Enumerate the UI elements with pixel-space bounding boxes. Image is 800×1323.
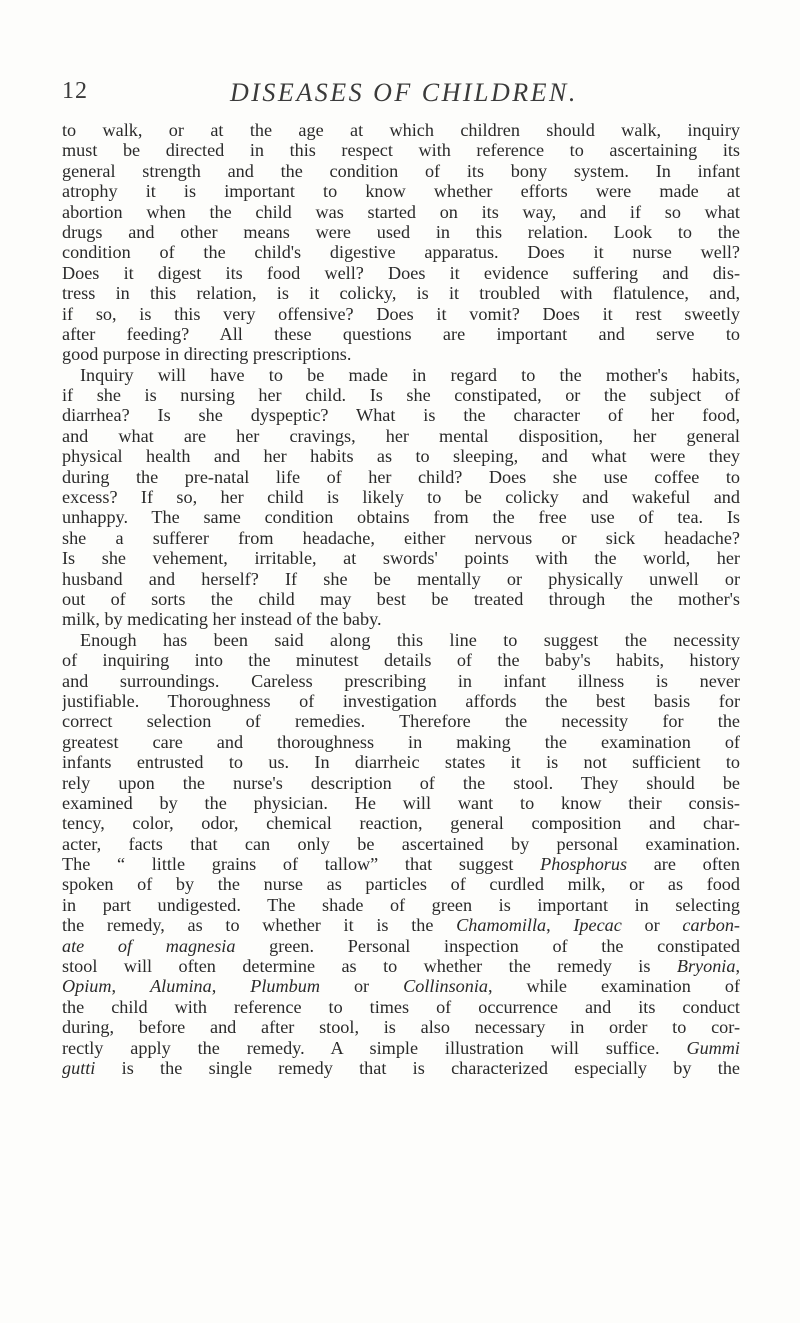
remedy-name: carbon- <box>682 915 740 936</box>
text-line: excess? If so, her child is likely to be colicky and wakeful and <box>62 487 740 508</box>
text-segment: , <box>211 976 251 997</box>
remedy-name: Phosphorus <box>540 854 628 875</box>
text-segment: or <box>319 976 404 997</box>
page-number: 12 <box>62 78 88 104</box>
text-segment: , <box>111 976 151 997</box>
text-line: Enough has been said along this line to suggest the necessity <box>80 629 740 650</box>
text-segment: green. Personal inspection of the constipated <box>235 935 740 956</box>
text-line: atrophy it is important to know whether efforts were made at <box>62 181 740 202</box>
text-line: must be directed in this respect with reference to ascertaining its <box>62 140 740 161</box>
text-line <box>62 1058 740 1078</box>
text-line: and what are her cravings, her mental disposition, her general <box>62 425 740 446</box>
text-line: Is she vehement, irritable, at swords' points with the world, her <box>62 548 740 569</box>
text-line <box>62 936 740 956</box>
text-line: and surroundings. Careless prescribing in infant illness is never <box>62 670 740 691</box>
text-segment: is the single remedy that is characterized especially by the <box>95 1057 740 1078</box>
text-line: condition of the child's digestive apparatus. Does it nurse well? <box>62 242 740 263</box>
text-line <box>62 976 740 996</box>
text-line: infants entrusted to us. In diarrheic states it is not sufficient to <box>62 752 740 773</box>
text-line: Inquiry will have to be made in regard to the mother's habits, <box>80 364 740 385</box>
text-line: during the pre-natal life of her child? Does she use coffee to <box>62 466 740 487</box>
text-line: good purpose in directing prescriptions. <box>62 344 352 365</box>
remedy-name: Opium <box>62 976 112 997</box>
text-line: spoken of by the nurse as particles of curdled milk, or as food <box>62 874 740 895</box>
text-segment: , <box>546 915 574 936</box>
text-line <box>62 854 740 874</box>
text-line: if so, is this very offensive? Does it vomit? Does it rest sweetly <box>62 303 740 324</box>
text-segment: The “ little grains of tallow” that suggest <box>62 854 541 875</box>
text-line: physical health and her habits as to sleeping, and what were they <box>62 446 740 467</box>
remedy-name: Alumina <box>150 976 212 997</box>
remedy-name: ate of magnesia <box>62 935 236 956</box>
text-line: greatest care and thoroughness in making the examination of <box>62 731 740 752</box>
text-segment: the remedy, as to whether it is the <box>62 915 457 936</box>
remedy-name: Ipecac <box>573 915 622 936</box>
text-line: during, before and after stool, is also necessary in order to cor- <box>62 1017 740 1038</box>
text-segment: are often <box>627 854 740 875</box>
remedy-name: Plumbum <box>250 976 320 997</box>
text-line: the child with reference to times of occurrence and its conduct <box>62 996 740 1017</box>
text-line: in part undigested. The shade of green is important in selecting <box>62 894 740 915</box>
text-segment: stool will often determine as to whether the remedy is <box>62 956 677 977</box>
text-line: diarrhea? Is she dyspeptic? What is the character of her food, <box>62 405 740 426</box>
text-line: rely upon the nurse's description of the stool. They should be <box>62 772 740 793</box>
text-line: examined by the physician. He will want to know their consis- <box>62 792 740 813</box>
text-line: to walk, or at the age at which children should walk, inquiry <box>62 120 740 140</box>
text-line: out of sorts the child may best be treated through the mother's <box>62 588 740 609</box>
text-line: if she is nursing her child. Is she constipated, or the subject of <box>62 385 740 406</box>
text-line: after feeding? All these questions are important and serve to <box>62 323 740 344</box>
text-line: tress in this relation, is it colicky, is it troubled with flatulence, and, <box>62 283 740 304</box>
text-line: abortion when the child was started on its way, and if so what <box>62 201 740 222</box>
text-line: drugs and other means were used in this relation. Look to the <box>62 221 740 242</box>
body-text <box>62 120 740 1078</box>
text-line: of inquiring into the minutest details of the baby's habits, history <box>62 650 740 671</box>
text-line: justifiable. Thoroughness of investigation affords the best basis for <box>62 690 740 711</box>
text-line <box>62 915 740 935</box>
text-line: Does it digest its food well? Does it evidence suffering and dis- <box>62 262 740 283</box>
text-line: correct selection of remedies. Therefore the necessity for the <box>62 711 740 732</box>
text-segment: or <box>621 915 683 936</box>
text-line: tency, color, odor, chemical reaction, general composition and char- <box>62 813 740 834</box>
text-line <box>62 1038 740 1058</box>
text-segment: , <box>735 956 740 977</box>
text-segment: rectly apply the remedy. A simple illustration will suffice. <box>62 1037 687 1058</box>
text-line: unhappy. The same condition obtains from the free use of tea. Is <box>62 507 740 528</box>
text-line: milk, by medicating her instead of the baby. <box>62 609 382 630</box>
remedy-name: Gummi <box>686 1037 740 1058</box>
text-line: general strength and the condition of its bony system. In infant <box>62 160 740 181</box>
running-title: DISEASES OF CHILDREN. <box>230 78 578 107</box>
remedy-name: gutti <box>62 1057 96 1078</box>
remedy-name: Collinsonia <box>403 976 489 997</box>
remedy-name: Chamomilla <box>456 915 547 936</box>
text-line: she a sufferer from headache, either nervous or sick headache? <box>62 527 740 548</box>
running-head <box>62 78 740 110</box>
remedy-name: Bryonia <box>676 956 736 977</box>
text-line: husband and herself? If she be mentally or physically unwell or <box>62 568 740 589</box>
text-line <box>62 956 740 976</box>
text-line: acter, facts that can only be ascertained by personal examination. <box>62 833 740 854</box>
text-segment: , while examination of <box>488 976 740 997</box>
